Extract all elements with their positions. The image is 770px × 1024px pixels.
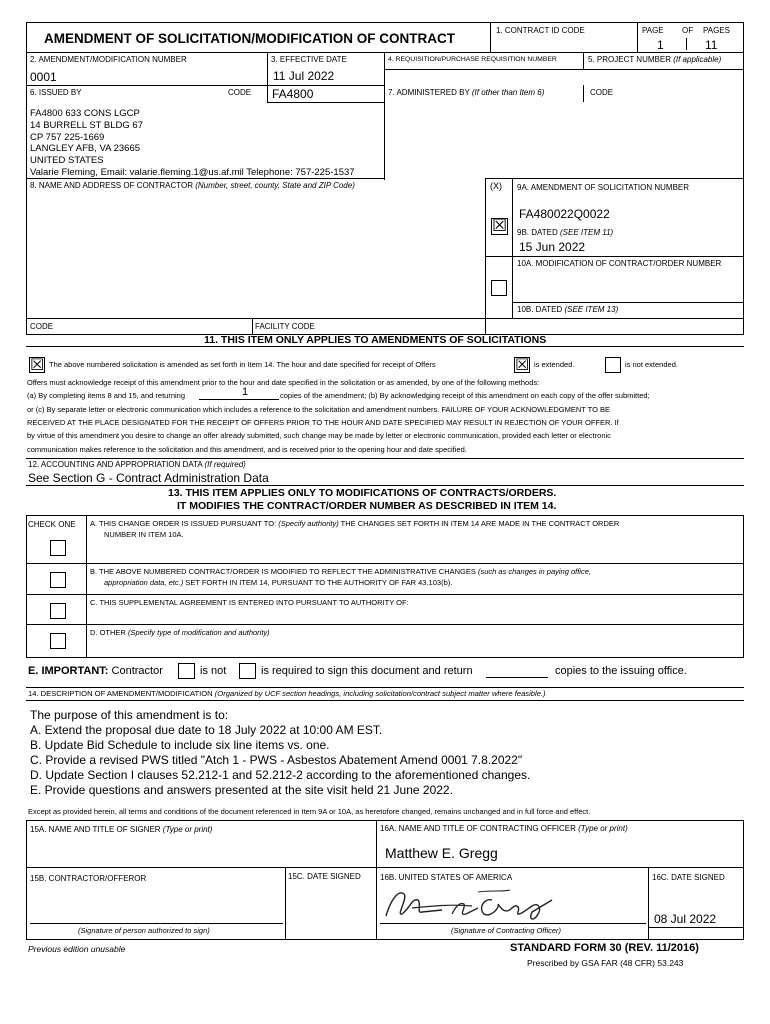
item13-heading-2: IT MODIFIES THE CONTRACT/ORDER NUMBER AS DESCRIBED IN ITEM 14. (177, 500, 557, 512)
form-title: AMENDMENT OF SOLICITATION/MODIFICATION OF CONTRACT (44, 31, 455, 46)
amendment-number-value: 0001 (30, 70, 57, 84)
issued-code-value: FA4800 (272, 87, 314, 101)
issued-by-label: 6. ISSUED BY (30, 88, 82, 97)
solicitation-number-label: 9A. AMENDMENT OF SOLICITATION NUMBER (517, 183, 690, 192)
checkbox-extended[interactable]: ☒ (515, 355, 530, 374)
contractor-code-label: CODE (30, 322, 54, 331)
officer-name: Matthew E. Gregg (385, 845, 498, 861)
checkbox-13d[interactable] (50, 633, 66, 649)
copies-label: copies to the issuing office. (555, 665, 687, 677)
effective-date-value: 11 Jul 2022 (273, 69, 335, 83)
not-extended-label: is not extended. (625, 360, 678, 369)
x-column-label: (X) (490, 181, 502, 191)
of-label: OF (682, 26, 694, 35)
item11-line6: communication makes reference to the solicitation and this amendment, and is received prior to the opening hour and date specified. (27, 445, 467, 454)
check-one-label: CHECK ONE (28, 520, 76, 529)
officer-signature (382, 886, 572, 926)
checkbox-13b[interactable] (50, 572, 66, 588)
item11-text1: The above numbered solicitation is amended as set forth in Item 14. The hour and date specified for receipt of Offers (49, 360, 436, 369)
pages-label: PAGES (703, 26, 730, 35)
item11-line5: by virtue of this amendment you desire to change an offer already submitted, such change may be made by letter or electronic communication, provided each letter or electronic (27, 431, 611, 440)
item13-b-line2: appropriation data, etc.) SET FORTH IN ITEM 14, PURSUANT TO THE AUTHORITY OF FAR 43.103(b). (104, 578, 453, 587)
signature-person-caption: (Signature of person authorized to sign) (78, 926, 210, 935)
dated-10b-label: 10B. DATED (SEE ITEM 13) (517, 305, 619, 314)
item13-a-line1: A. THIS CHANGE ORDER IS ISSUED PURSUANT TO: (Specify authority) THE CHANGES SET FORTH IN ITEM 14 ARE MADE IN THE CONTRACT ORDER (90, 519, 620, 528)
item12-label: 12. ACCOUNTING AND APPROPRIATION DATA (If required) (28, 460, 246, 469)
date-16c-label: 16C. DATE SIGNED (652, 873, 725, 882)
checkbox-is-required[interactable] (239, 663, 256, 679)
checkbox-solicitation-amended[interactable]: ☒ (30, 355, 45, 374)
except-text: Except as provided herein, all terms and conditions of the document referenced in Item 9A or 10A, as heretofore changed, remains unchanged and in full force and effect. (28, 807, 591, 816)
dated-9b-label: 9B. DATED (SEE ITEM 11) (517, 228, 614, 237)
item13-heading-1: 13. THIS ITEM APPLIES ONLY TO MODIFICATIONS OF CONTRACTS/ORDERS. (168, 487, 557, 499)
checkbox-10a[interactable] (491, 280, 507, 296)
item11-line3: or (c) By separate letter or electronic communication which includes a reference to the solicitation and amendment numbers. FAILURE OF YOUR ACKNOWLEDGMENT TO BE (27, 405, 611, 414)
administered-code-label: CODE (590, 88, 614, 97)
checkbox-not-extended[interactable] (605, 357, 621, 373)
checkbox-is-not[interactable] (178, 663, 195, 679)
pages-total: 11 (705, 38, 718, 52)
usa-16b-label: 16B. UNITED STATES OF AMERICA (380, 873, 513, 882)
standard-form-label: STANDARD FORM 30 (REV. 11/2016) (510, 942, 699, 954)
extended-label: is extended. (534, 360, 575, 369)
issuer-address: FA4800 633 CONS LGCP 14 BURRELL ST BLDG 67 CP 757 225-1669 LANGLEY AFB, VA 23665 UNITED STATES Valarie Fleming, Email: valarie.fleming.1@us.af.mil Telephone: 757-225-1537 (30, 108, 355, 178)
item14-label: 14. DESCRIPTION OF AMENDMENT/MODIFICATION (Organized by UCF section headings, including solicitation/contract subject matter where feasible.) (28, 689, 546, 698)
item11-heading: 11. THIS ITEM ONLY APPLIES TO AMENDMENTS OF SOLICITATIONS (204, 334, 547, 346)
facility-code-label: FACILITY CODE (255, 322, 315, 331)
prescribed-label: Prescribed by GSA FAR (48 CFR) 53.243 (527, 958, 684, 968)
checkbox-9a[interactable]: ☒ (492, 216, 508, 236)
item11-line4: RECEIVED AT THE PLACE DESIGNATED FOR THE RECEIPT OF OFFERS PRIOR TO THE HOUR AND DATE SPECIFIED MAY RESULT IN REJECTION OF YOUR OFFER. If (27, 418, 619, 427)
is-required-label: is required to sign this document and return (261, 665, 473, 677)
item11-line2a: (a) By completing items 8 and 15, and returning (27, 391, 186, 400)
administered-by-label: 7. ADMINISTERED BY (If other than Item 6) (388, 88, 545, 97)
requisition-label: 4. REQUISITION/PURCHASE REQUISITION NUMBER (388, 56, 557, 63)
effective-date-label: 3. EFFECTIVE DATE (271, 55, 347, 64)
item13-b-line1: B. THE ABOVE NUMBERED CONTRACT/ORDER IS MODIFIED TO REFLECT THE ADMINISTRATIVE CHANGES (such as changes in paying office, (90, 567, 591, 576)
item13-c-line: C. THIS SUPPLEMENTAL AGREEMENT IS ENTERED INTO PURSUANT TO AUTHORITY OF: (90, 598, 409, 607)
signer-15a-label: 15A. NAME AND TITLE OF SIGNER (Type or print) (30, 825, 213, 834)
page-label: PAGE (642, 26, 664, 35)
item11-line2b: copies of the amendment; (b) By acknowledging receipt of this amendment on each copy of the offer submitted; (280, 391, 650, 400)
issued-code-label: CODE (228, 88, 252, 97)
officer-16a-label: 16A. NAME AND TITLE OF CONTRACTING OFFICER (Type or print) (380, 824, 628, 833)
contractor-label: 8. NAME AND ADDRESS OF CONTRACTOR (Number, street, county, State and ZIP Code) (30, 181, 355, 190)
contractor-15b-label: 15B. CONTRACTOR/OFFEROR (30, 874, 147, 883)
checkbox-13a[interactable] (50, 540, 66, 556)
item13-a-line2: NUMBER IN ITEM 10A. (104, 530, 184, 539)
amendment-number-label: 2. AMENDMENT/MODIFICATION NUMBER (30, 55, 187, 64)
important-row: E. IMPORTANT: Contractor (28, 665, 163, 677)
item13-d-line: D. OTHER (Specify type of modification and authority) (90, 628, 270, 637)
solicitation-number-value: FA480022Q0022 (519, 207, 610, 221)
item11-line1: Offers must acknowledge receipt of this amendment prior to the hour and date specified in the solicitation or as amended, by one of the following methods: (27, 378, 540, 387)
contract-id-label: 1. CONTRACT ID CODE (496, 26, 585, 35)
page-number: 1 (657, 38, 664, 52)
dated-9b-value: 15 Jun 2022 (519, 240, 586, 254)
checkbox-13c[interactable] (50, 603, 66, 619)
modification-number-label: 10A. MODIFICATION OF CONTRACT/ORDER NUMBER (517, 259, 722, 268)
previous-edition: Previous edition unusable (28, 944, 126, 954)
date-signed-value: 08 Jul 2022 (654, 912, 717, 926)
item14-description: The purpose of this amendment is to: A. Extend the proposal due date to 18 July 2022 at 10:00 AM EST. B. Update Bid Schedule to include six line items vs. one. C. Provide a revised PWS titled "Atch 1 - PWS - Asbestos Abatement Amend 0001 7.8.2022" D. Update Section I clauses 52.212-1 and 52.212-2 according to the aforementioned changes. E. Provide questions and answers presented at the site visit held 21 June 2022. (30, 708, 531, 798)
is-not-label: is not (200, 665, 227, 677)
date-15c-label: 15C. DATE SIGNED (288, 872, 361, 881)
returning-copies-value: 1 (242, 386, 249, 398)
signature-officer-caption: (Signature of Contracting Officer) (451, 926, 562, 935)
item12-value: See Section G - Contract Administration Data (28, 471, 269, 485)
project-number-label: 5. PROJECT NUMBER (If applicable) (588, 55, 722, 64)
